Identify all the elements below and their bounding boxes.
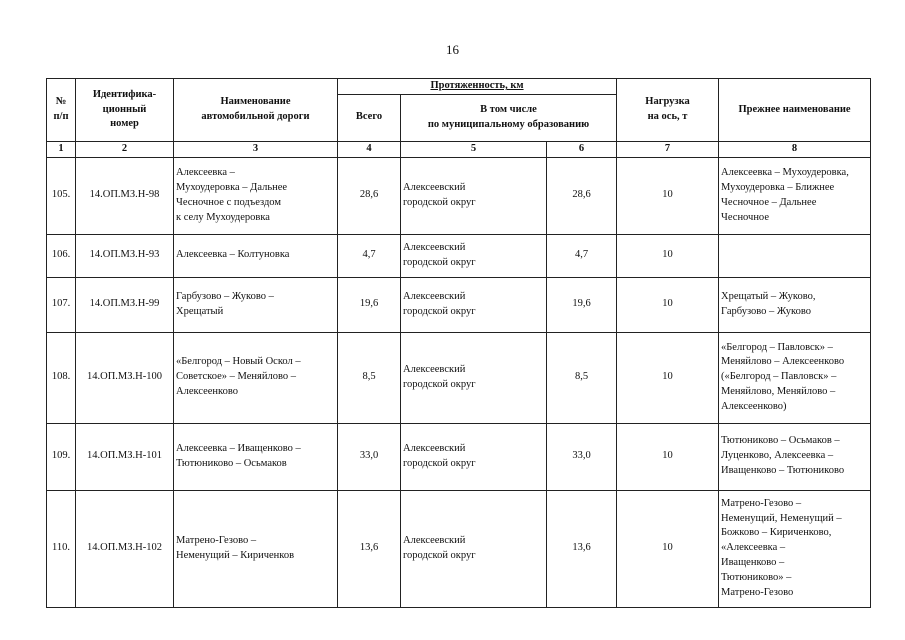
former-name: Матрено-Гезово – Неменущий, Неменущий – Божково – Кириченково, «Алексеевка – Иващенково – Тютюниково» – Матрено-Гезово — [719, 490, 871, 607]
header-axle-load: Нагрузка на ось, т — [617, 79, 719, 142]
row-number: 110. — [47, 490, 76, 607]
header-length-title: Протяженность, км — [430, 80, 524, 91]
municipal-length: 28,6 — [547, 157, 617, 234]
column-number: 3 — [174, 141, 338, 157]
header-road-name: Наименование автомобильной дороги — [174, 79, 338, 142]
road-name: Алексеевка – Мухоудеровка – Дальнее Чесночное с подъездом к селу Мухоудеровка — [174, 157, 338, 234]
length-total: 19,6 — [338, 277, 401, 332]
municipality: Алексеевский городской округ — [401, 490, 547, 607]
municipality: Алексеевский городской округ — [401, 423, 547, 490]
road-identifier: 14.ОП.МЗ.Н-100 — [76, 332, 174, 423]
road-name: Гарбузово – Жуково – Хрещатый — [174, 277, 338, 332]
former-name: Тютюниково – Осьмаков – Луценково, Алексеевка – Иващенково – Тютюниково — [719, 423, 871, 490]
former-name: «Белгород – Павловск» – Меняйлово – Алексеенково («Белгород – Павловск» – Меняйлово, Меняйлово – Алексеенково) — [719, 332, 871, 423]
road-identifier: 14.ОП.МЗ.Н-99 — [76, 277, 174, 332]
municipality: Алексеевский городской округ — [401, 234, 547, 277]
length-total: 8,5 — [338, 332, 401, 423]
municipality: Алексеевский городской округ — [401, 332, 547, 423]
column-number: 2 — [76, 141, 174, 157]
column-number: 1 — [47, 141, 76, 157]
axle-load: 10 — [617, 157, 719, 234]
road-identifier: 14.ОП.МЗ.Н-102 — [76, 490, 174, 607]
column-number: 7 — [617, 141, 719, 157]
road-identifier: 14.ОП.МЗ.Н-93 — [76, 234, 174, 277]
column-number: 6 — [547, 141, 617, 157]
page-number: 16 — [446, 42, 459, 57]
row-number: 106. — [47, 234, 76, 277]
axle-load: 10 — [617, 423, 719, 490]
municipal-length: 4,7 — [547, 234, 617, 277]
road-identifier: 14.ОП.МЗ.Н-98 — [76, 157, 174, 234]
column-number: 8 — [719, 141, 871, 157]
header-number: № п/п — [47, 79, 76, 142]
municipality: Алексеевский городской округ — [401, 157, 547, 234]
row-number: 109. — [47, 423, 76, 490]
road-name: Алексеевка – Иващенково – Тютюниково – Осьмаков — [174, 423, 338, 490]
axle-load: 10 — [617, 332, 719, 423]
header-length-group — [338, 79, 617, 95]
former-name — [719, 234, 871, 277]
axle-load: 10 — [617, 234, 719, 277]
road-name: Алексеевка – Колтуновка — [174, 234, 338, 277]
table-row — [47, 490, 871, 607]
former-name: Хрещатый – Жуково, Гарбузово – Жуково — [719, 277, 871, 332]
length-total: 4,7 — [338, 234, 401, 277]
road-name: «Белгород – Новый Оскол – Советское» – Меняйлово – Алексеенково — [174, 332, 338, 423]
former-name: Алексеевка – Мухоудеровка, Мухоудеровка – Ближнее Чесночное – Дальнее Чесночное — [719, 157, 871, 234]
table-row — [47, 423, 871, 490]
row-number: 108. — [47, 332, 76, 423]
header-length-municipal: В том числе по муниципальному образованию — [401, 94, 617, 141]
column-number: 4 — [338, 141, 401, 157]
header-length-total: Всего — [338, 94, 401, 141]
length-total: 13,6 — [338, 490, 401, 607]
header-identifier: Идентифика- ционный номер — [76, 79, 174, 142]
row-number: 105. — [47, 157, 76, 234]
header-former-name: Прежнее наименование — [719, 79, 871, 142]
table-row — [47, 234, 871, 277]
municipal-length: 8,5 — [547, 332, 617, 423]
column-number-row — [47, 141, 871, 157]
municipal-length: 13,6 — [547, 490, 617, 607]
length-total: 33,0 — [338, 423, 401, 490]
axle-load: 10 — [617, 277, 719, 332]
road-identifier: 14.ОП.МЗ.Н-101 — [76, 423, 174, 490]
municipal-length: 19,6 — [547, 277, 617, 332]
table-row — [47, 277, 871, 332]
length-total: 28,6 — [338, 157, 401, 234]
roads-table — [46, 78, 871, 608]
axle-load: 10 — [617, 490, 719, 607]
municipality: Алексеевский городской округ — [401, 277, 547, 332]
municipal-length: 33,0 — [547, 423, 617, 490]
column-number: 5 — [401, 141, 547, 157]
table-row — [47, 157, 871, 234]
table-row — [47, 332, 871, 423]
row-number: 107. — [47, 277, 76, 332]
road-name: Матрено-Гезово – Неменущий – Кириченков — [174, 490, 338, 607]
